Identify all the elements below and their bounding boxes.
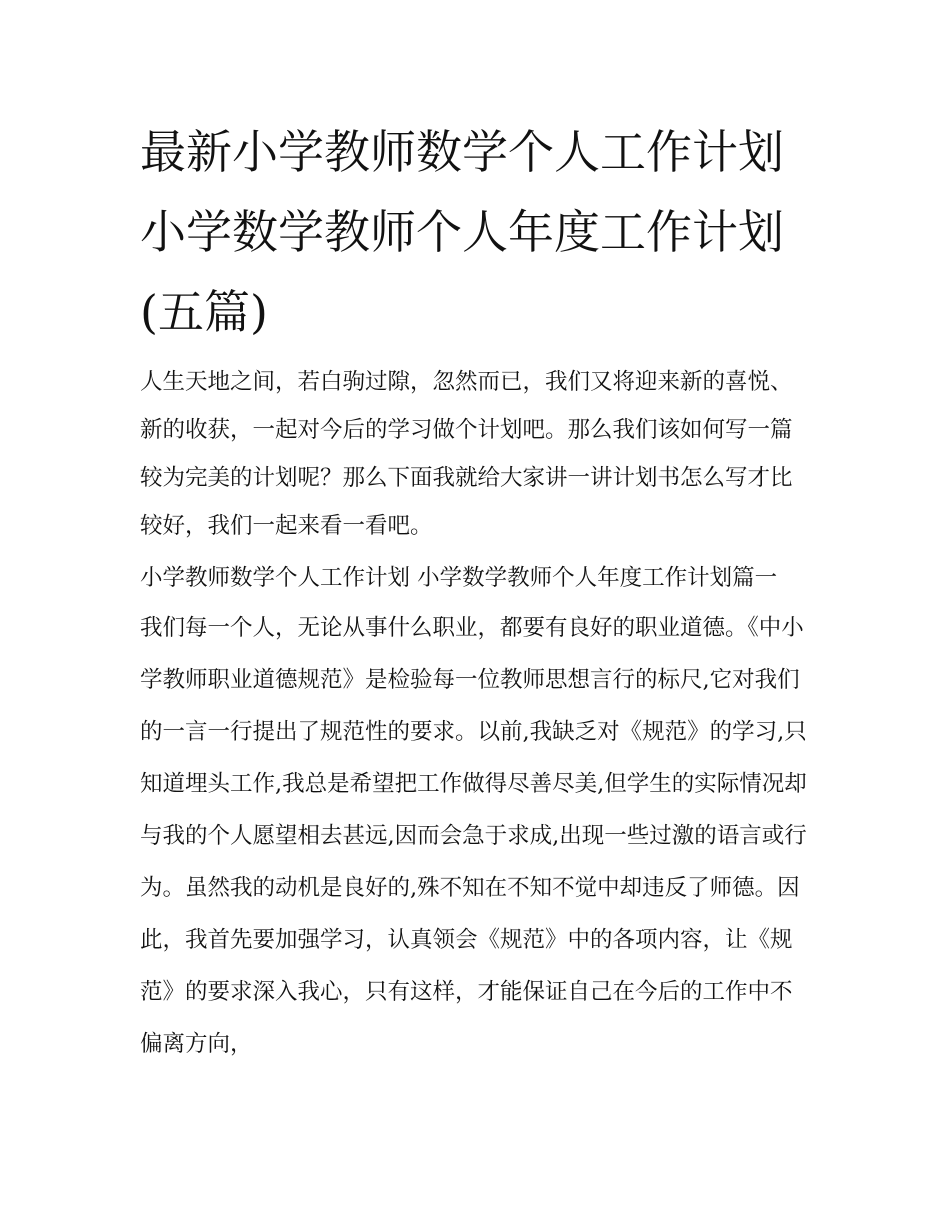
document-title: 最新小学教师数学个人工作计划 小学数学教师个人年度工作计划(五篇) — [140, 125, 784, 339]
section-heading: 小学教师数学个人工作计划 小学数学教师个人年度工作计划篇一 — [140, 565, 778, 591]
document-content — [140, 112, 812, 1070]
intro-paragraph: 人生天地之间，若白驹过隙，忽然而已，我们又将迎来新的喜悦、新的收获，一起对今后的学习做个计划吧。那么我们该如何写一篇较为完美的计划呢？那么下面我就给大家讲一讲计划书怎么写才比较好，我们一起来看一看吧。 — [140, 369, 793, 539]
body-paragraph: 我们每一个人，无论从事什么职业，都要有良好的职业道德。《中小学教师职业道德规范》是检验每一位教师思想言行的标尺,它对我们的一言一行提出了规范性的要求。以前,我缺乏对《规范》的学习,只知道埋头工作,我总是希望把工作做得尽善尽美,但学生的实际情况却与我的个人愿望相去甚远,因而会急于求成,出现一些过激的语言或行为。虽然我的动机是良好的,殊不知在不知不觉中却违反了师德。因此，我首先要加强学习，认真领会《规范》中的各项内容，让《规范》的要求深入我心，只有这样，才能保证自己在今后的工作中不偏离方向， — [140, 615, 807, 1057]
